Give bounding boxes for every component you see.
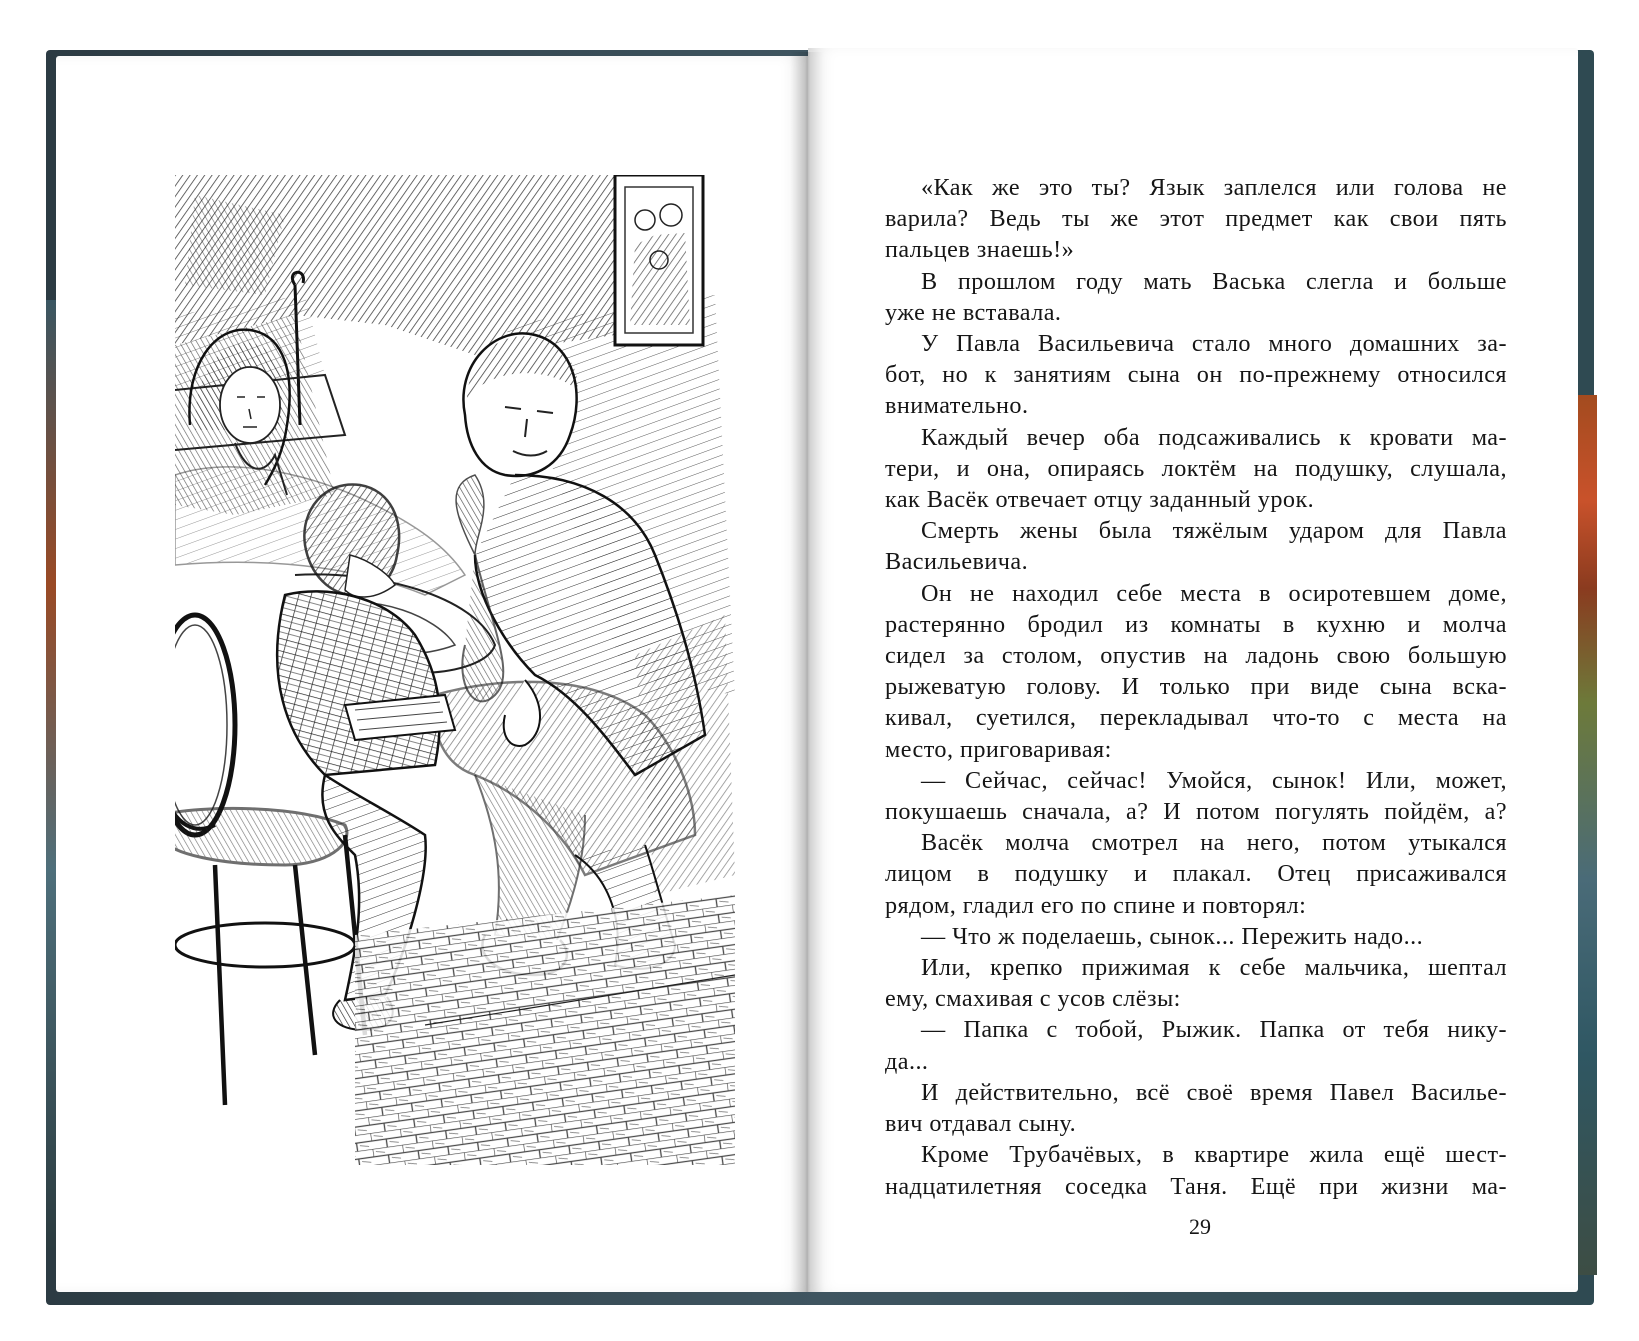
- text-line: варила? Ведь ты же этот предмет как свои пять: [885, 205, 1507, 233]
- text-line: рядом, гладил его по спине и повторял:: [885, 891, 1307, 919]
- text-line: да...: [885, 1047, 929, 1075]
- text-line: Смерть жены была тяжёлым ударом для Павла: [921, 517, 1507, 545]
- text-line: — Сейчас, сейчас! Умойся, сынок! Или, может,: [921, 766, 1507, 794]
- text-line: Каждый вечер оба подсаживались к кровати ма-: [921, 423, 1507, 451]
- framed-portrait: [615, 175, 703, 345]
- text-line: У Павла Васильевича стало много домашних за-: [921, 330, 1507, 358]
- illustration: [175, 175, 745, 1165]
- text-line: Васёк молча смотрел на него, потом утыкался: [921, 829, 1507, 857]
- text-line: вич отдавал сыну.: [885, 1110, 1077, 1138]
- text-line: сидел за столом, опустив на ладонь свою большую: [885, 642, 1507, 670]
- text-line: Он не находил себе места в осиротевшем доме,: [921, 579, 1507, 607]
- text-line: растерянно бродил из комнаты в кухню и молча: [885, 610, 1507, 638]
- text-line: И действительно, всё своё время Павел Василье-: [921, 1078, 1507, 1106]
- text-line: тери, и она, опираясь локтём на подушку, слушала,: [885, 454, 1507, 482]
- text-line: Васильевича.: [885, 548, 1029, 576]
- page-text: [885, 172, 1507, 1202]
- text-line: Кроме Трубачёвых, в квартире жила ещё шест-: [921, 1141, 1507, 1169]
- book-gutter: [790, 52, 824, 1292]
- text-line: внимательно.: [885, 392, 1029, 420]
- text-line: — Папка с тобой, Рыжик. Папка от тебя нику-: [921, 1016, 1507, 1044]
- text-line: как Васёк отвечает отцу заданный урок.: [885, 486, 1315, 514]
- text-line: «Как же это ты? Язык заплелся или голова не: [921, 174, 1507, 201]
- text-line: лицом в подушку и плакал. Отец присаживался: [885, 860, 1507, 888]
- text-line: Или, крепко прижимая к себе мальчика, шептал: [921, 954, 1507, 982]
- text-line: рыжеватую голову. И только при виде сына вска-: [885, 673, 1507, 701]
- text-line: место, приговаривая:: [885, 735, 1112, 763]
- text-line: кивал, суетился, перекладывал что-то с места на: [885, 704, 1507, 732]
- text-line: надцатилетняя соседка Таня. Ещё при жизни ма-: [885, 1172, 1507, 1200]
- text-line: — Что ж поделаешь, сынок... Пережить надо...: [921, 922, 1424, 950]
- text-line: пальцев знаешь!»: [885, 236, 1075, 264]
- text-line: ему, смахивая с усов слёзы:: [885, 985, 1181, 1013]
- text-line: бот, но к занятиям сына он по-прежнему относился: [885, 361, 1507, 389]
- text-line: покушаешь сначала, а? И потом погулять пойдём, а?: [885, 798, 1507, 826]
- text-line: В прошлом году мать Васька слегла и больше: [921, 267, 1507, 295]
- text-line: уже не вставала.: [885, 298, 1062, 326]
- cover-edge-right: [1575, 395, 1597, 1275]
- page-number: 29: [1189, 1214, 1211, 1239]
